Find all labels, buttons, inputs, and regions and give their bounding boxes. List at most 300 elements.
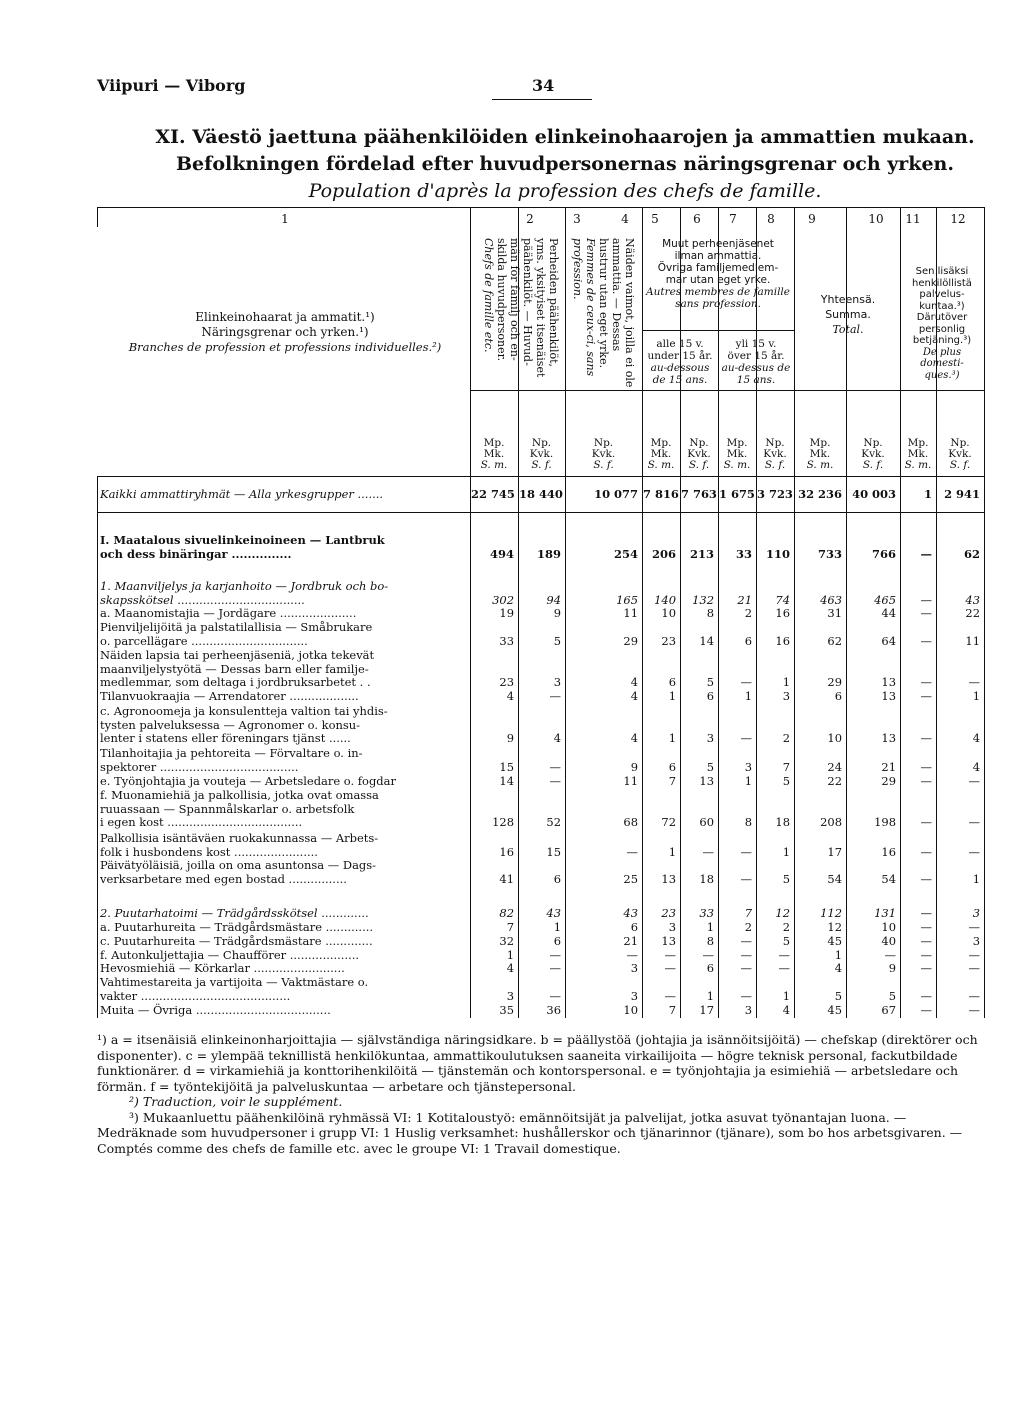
table-cell: 7 <box>744 906 752 920</box>
row-label <box>100 690 359 704</box>
table-cell: 2 <box>744 920 752 934</box>
unit-label <box>470 438 518 471</box>
row-label-line: i egen kost ..................................... <box>100 815 303 830</box>
table-cell: 11 <box>623 774 638 788</box>
header-col910-line: Total. <box>832 323 864 336</box>
table-cell: 23 <box>499 675 514 690</box>
table-cell: — <box>702 844 714 859</box>
header-col58-line: Övriga familjemedlem- <box>657 262 779 274</box>
table-cell: — <box>884 948 896 962</box>
header-col910-line: Yhteensä. <box>820 293 876 306</box>
table-cell: — <box>740 675 752 690</box>
table-cell: 64 <box>881 633 896 648</box>
unit-label-line: Kvk. <box>861 448 885 460</box>
table-cell: 4 <box>506 961 514 975</box>
unit-label-line: Kvk. <box>948 448 972 460</box>
table-cell: — <box>549 988 561 1003</box>
table-cell: 21 <box>881 759 896 774</box>
row-label <box>100 832 378 859</box>
row-label-line: I. Maatalous sivuelinkeinoineen — Lantbruk <box>100 533 385 547</box>
table-cell: 94 <box>546 592 561 607</box>
row-label-line: Muita — Övriga ..................................... <box>100 1003 331 1017</box>
unit-label-line: Np. <box>689 437 709 449</box>
row-label-line: maanviljelystyötä — Dessas barn eller familje- <box>100 661 369 676</box>
table-cell: 14 <box>699 633 714 648</box>
table-cell: — <box>968 844 980 859</box>
header-col1112-line: domesti- <box>920 358 964 369</box>
table-cell: — <box>920 633 932 648</box>
table-cell: 24 <box>827 759 842 774</box>
header-col1112-line: palvelus- <box>919 289 965 300</box>
header-col1112-line: personlig <box>918 323 966 335</box>
column-number: 8 <box>767 212 775 226</box>
header-col78-line: yli 15 v. <box>735 338 777 350</box>
row-label <box>100 976 368 1003</box>
header-col4 <box>571 238 636 387</box>
row-label-line: spektorer ...................................... <box>100 759 299 774</box>
title-french: Population d'après la profession des chefs de famille. <box>308 180 822 202</box>
table-cell: 11 <box>623 606 638 620</box>
table-cell: 33 <box>499 633 514 648</box>
unit-label <box>936 438 984 471</box>
table-cell: 15 <box>499 759 514 774</box>
footnote-3: ³) Mukaanluettu päähenkilöinä ryhmässä VI: 1 Kotitaloustyö: emännöitsijät ja palvelijat, jotka asuvat työnantajan luona. — Medräknade som huvudpersoner i grupp VI: 1 Huslig verksamhet: hushållerskor och tjänarinnor (tjänare), som bo hos arbetsgivaren. — Comptés comme des chefs de famille etc. avec le groupe VI: 1 Travail domestique. <box>97 1109 963 1156</box>
table-cell: 36 <box>546 1003 561 1017</box>
row-label <box>100 488 383 502</box>
table-cell: — <box>740 844 752 859</box>
table-cell: 22 <box>965 606 980 620</box>
header-col23-line: Chefs de famille etc. <box>482 238 495 353</box>
table-cell: 1 <box>744 774 752 788</box>
table-cell: — <box>702 948 714 962</box>
unit-label-line: Kvk. <box>591 448 616 460</box>
table-cell: 4 <box>630 689 638 703</box>
unit-label-line: S. f. <box>764 459 786 471</box>
table-cell: — <box>549 759 561 774</box>
table-cell: 9 <box>506 731 514 746</box>
table-cell: 7 816 <box>643 487 679 501</box>
row-label-line: folk i husbondens kost ....................... <box>100 844 318 859</box>
row-label-line: Hevosmiehiä — Körkarlar ......................... <box>100 961 345 975</box>
header-col23 <box>482 238 560 377</box>
table-cell: 23 <box>661 633 676 648</box>
table-cell: 45 <box>827 934 842 948</box>
header-col23-line: skilda huvudpersoner. <box>495 238 508 362</box>
table-cell: 72 <box>661 815 676 830</box>
table-cell: 9 <box>630 759 638 774</box>
table-cell: 19 <box>499 606 514 620</box>
table-cell: 6 <box>706 689 714 703</box>
row-label-line: c. Agronoomeja ja konsulentteja valtion tai yhdis- <box>100 704 388 718</box>
header-col58-line: ilman ammattia. <box>674 250 762 262</box>
unit-label <box>518 438 566 471</box>
table-cell: 10 <box>661 606 676 620</box>
table-cell: 12 <box>827 920 842 934</box>
table-cell: — <box>920 815 932 830</box>
table-cell: — <box>664 948 676 962</box>
table-cell: 110 <box>766 546 790 561</box>
table-cell: — <box>626 948 638 962</box>
row-label <box>100 935 373 949</box>
unit-label-line: S. f. <box>949 459 971 471</box>
table-cell: — <box>778 948 790 962</box>
table-cell: 82 <box>499 906 514 920</box>
column-number: 4 <box>621 212 629 226</box>
header-col1112-line: Därutöver <box>916 312 968 323</box>
unit-label-line: Mp. <box>483 437 505 449</box>
table-cell: 62 <box>827 633 842 648</box>
header-col1-fi: Elinkeinohaarat ja ammatit.¹) <box>195 310 375 324</box>
row-label-line: tysten palveluksessa — Agronomer o. konsu- <box>100 717 361 732</box>
row-label <box>100 705 388 746</box>
row-label-line: vakter ......................................... <box>100 988 291 1003</box>
header-col1112-line: henkilöllistä <box>912 277 972 289</box>
table-cell: 29 <box>623 633 638 648</box>
header-col58-line: Autres membres de famille <box>646 286 790 298</box>
table-cell: — <box>920 948 932 962</box>
unit-label-line: S. m. <box>723 459 751 471</box>
row-label-line: Näiden lapsia tai perheenjäseniä, jotka tekevät <box>100 648 375 662</box>
header-col1112-line: De plus <box>922 346 962 358</box>
table-cell: — <box>920 774 932 788</box>
table-cell: 16 <box>881 844 896 859</box>
table-cell: 8 <box>706 934 714 948</box>
unit-label-line: Mk. <box>650 448 672 460</box>
title-swedish: Befolkningen fördelad efter huvudpersonernas näringsgrenar och yrken. <box>176 153 954 175</box>
table-cell: 766 <box>872 546 896 561</box>
page-number: 34 <box>532 76 555 95</box>
row-label-line: lenter i statens eller föreningars tjänst ...... <box>100 731 351 746</box>
table-cell: 463 <box>820 592 842 607</box>
unit-label-line: S. f. <box>688 459 710 471</box>
table-cell: 4 <box>553 731 561 746</box>
table-cell: 6 <box>744 633 752 648</box>
table-cell: — <box>968 961 980 975</box>
row-label-line: a. Puutarhureita — Trädgårdsmästare ............. <box>100 920 374 934</box>
row-label-line: a. Maanomistajia — Jordägare ..................... <box>100 606 357 620</box>
table-cell: 62 <box>964 546 980 561</box>
header-col1112-line: betjäning.³) <box>912 335 972 346</box>
table-cell: 3 <box>630 961 638 975</box>
page-place: Viipuri — Viborg <box>97 76 246 95</box>
row-label-line: c. Puutarhureita — Trädgårdsmästare ............. <box>100 934 373 948</box>
table-cell: 1 <box>668 844 676 859</box>
table-cell: 3 <box>744 1003 752 1017</box>
table-cell: 1 <box>706 920 714 934</box>
row-label <box>100 859 376 886</box>
row-label <box>100 775 396 789</box>
table-cell: 6 <box>553 871 561 886</box>
table-cell: 40 003 <box>852 487 896 501</box>
title-finnish: XI. Väestö jaettuna päähenkilöiden elinkeinohaarojen ja ammattien mukaan. <box>155 126 975 148</box>
table-cell: 1 <box>553 920 561 934</box>
table-cell: 2 <box>782 920 790 934</box>
table-cell: — <box>740 934 752 948</box>
table-top-rule <box>97 207 984 208</box>
table-cell: 7 <box>668 1003 676 1017</box>
row-label <box>100 534 385 561</box>
row-label-line: skapsskötsel ................................... <box>100 592 305 607</box>
table-cell: 13 <box>881 675 896 690</box>
table-cell: 254 <box>614 546 638 561</box>
table-cell: 40 <box>881 934 896 948</box>
table-cell: 22 745 <box>471 487 515 501</box>
table-cell: 29 <box>827 675 842 690</box>
table-cell: 465 <box>874 592 896 607</box>
row-label-line: Tilanhoitajia ja pehtoreita — Förvaltare o. in- <box>100 746 363 760</box>
header-col1-fr: Branches de profession et professions individuelles.²) <box>128 340 442 354</box>
table-cell: 3 <box>972 906 980 920</box>
table-cell: 6 <box>553 934 561 948</box>
table-cell: 5 <box>834 988 842 1003</box>
table-cell: 213 <box>690 546 714 561</box>
header-col1 <box>120 310 450 355</box>
header-col4-line: ammattia. — Dessas <box>610 238 623 352</box>
footnote-2: ²) Traduction, voir le supplément. <box>129 1094 343 1109</box>
unit-label <box>751 438 799 471</box>
table-cell: 4 <box>506 689 514 703</box>
table-cell: 1 <box>972 689 980 703</box>
header-col78-line: au-dessus de <box>721 362 791 374</box>
table-cell: 4 <box>972 759 980 774</box>
table-cell: 52 <box>546 815 561 830</box>
table-cell: 198 <box>874 815 896 830</box>
table-cell: 7 <box>668 774 676 788</box>
header-col58-line: sans profession. <box>675 298 761 310</box>
table-cell: 3 <box>630 988 638 1003</box>
header-bottom-rule <box>97 476 984 477</box>
unit-label-line: Kvk. <box>687 448 711 460</box>
table-cell: — <box>626 844 638 859</box>
row-label-line: Kaikki ammattiryhmät — Alla yrkesgrupper ....... <box>100 487 384 501</box>
table-cell: 7 <box>782 759 790 774</box>
row-label <box>100 580 388 607</box>
table-cell: 1 <box>506 948 514 962</box>
header-col56-line: de 15 ans. <box>652 374 708 386</box>
table-cell: 12 <box>775 906 790 920</box>
table-cell: 2 <box>782 731 790 746</box>
column-number: 9 <box>808 212 816 226</box>
table-cell: 2 <box>744 606 752 620</box>
unit-label-line: Mk. <box>907 448 929 460</box>
table-cell: — <box>740 871 752 886</box>
table-cell: 6 <box>834 689 842 703</box>
unit-label-line: Np. <box>593 437 614 449</box>
header-col58-line: Muut perheenjäsenet <box>662 238 774 250</box>
table-cell: — <box>740 961 752 975</box>
table-cell: 131 <box>874 906 896 920</box>
table-cell: 7 <box>506 920 514 934</box>
header-col56-line: under 15 år. <box>647 350 713 362</box>
table-cell: 16 <box>499 844 514 859</box>
row-label-line: f. Muonamiehiä ja palkollisia, jotka ovat omassa <box>100 788 379 802</box>
unit-label <box>580 438 628 471</box>
table-cell: 4 <box>630 675 638 690</box>
table-cell: 9 <box>888 961 896 975</box>
table-cell: 8 <box>744 815 752 830</box>
row-label-line: medlemmar, som deltaga i jordbruksarbetet . . <box>100 675 371 690</box>
table-cell: — <box>968 675 980 690</box>
row-label <box>100 907 369 921</box>
row-label <box>100 747 363 774</box>
table-cell: — <box>740 988 752 1003</box>
table-cell: 112 <box>820 906 842 920</box>
table-cell: — <box>549 961 561 975</box>
table-cell: — <box>664 988 676 1003</box>
table-cell: 32 <box>499 934 514 948</box>
unit-label-line: S. f. <box>531 459 552 471</box>
unit-label <box>796 438 844 471</box>
header-col23-line: män för familj och en- <box>508 238 521 361</box>
table-cell: 3 <box>553 675 561 690</box>
unit-label-line: S. m. <box>904 459 932 471</box>
table-cell: 4 <box>630 731 638 746</box>
table-cell: 25 <box>623 871 638 886</box>
table-cell: 5 <box>553 633 561 648</box>
table-cell: 10 <box>881 920 896 934</box>
unit-label-line: Mp. <box>809 437 831 449</box>
unit-label-line: S. f. <box>862 459 884 471</box>
header-col78-line: över 15 år. <box>727 350 785 362</box>
table-cell: — <box>920 871 932 886</box>
header-col910-line: Summa. <box>825 308 871 321</box>
table-cell: 5 <box>706 759 714 774</box>
table-cell: 3 <box>706 731 714 746</box>
header-col23-line: yms. yksityiset itsenäiset <box>534 238 547 378</box>
table-cell: 4 <box>834 961 842 975</box>
table-cell: 11 <box>965 633 980 648</box>
table-cell: 132 <box>692 592 714 607</box>
header-col4-line: Näiden vaimot, joilla ei ole <box>623 238 636 388</box>
column-number: 11 <box>905 212 921 226</box>
table-cell: 189 <box>537 546 561 561</box>
table-cell: 1 <box>744 689 752 703</box>
table-cell: 10 077 <box>594 487 638 501</box>
row-label-line: Tilanvuokraajia — Arrendatorer ................... <box>100 689 359 703</box>
table-cell: 3 <box>782 689 790 703</box>
column-number: 12 <box>950 212 966 226</box>
table-cell: 1 <box>706 988 714 1003</box>
column-divider <box>984 207 985 1018</box>
table-cell: 1 <box>782 844 790 859</box>
table-cell: 13 <box>881 689 896 703</box>
table-cell: — <box>920 844 932 859</box>
table-cell: 165 <box>616 592 638 607</box>
unit-label-line: Kvk. <box>763 448 787 460</box>
row-label <box>100 962 345 976</box>
table-cell: — <box>920 1003 932 1017</box>
table-cell: 140 <box>654 592 676 607</box>
unit-label <box>894 438 942 471</box>
column-number: 7 <box>729 212 737 226</box>
table-cell: 60 <box>699 815 714 830</box>
table-cell: 16 <box>775 606 790 620</box>
table-cell: 13 <box>699 774 714 788</box>
table-cell: 128 <box>492 815 514 830</box>
table-cell: 1 <box>668 731 676 746</box>
row-label-line: 2. Puutarhatoimi — Trädgårdsskötsel ............. <box>100 906 369 920</box>
table-cell: — <box>920 592 932 607</box>
table-cell: — <box>920 906 932 920</box>
table-cell: 3 <box>744 759 752 774</box>
table-cell: 13 <box>661 871 676 886</box>
table-cell: — <box>920 988 932 1003</box>
header-col78-line: 15 ans. <box>736 374 776 386</box>
table-cell: 68 <box>623 815 638 830</box>
unit-label-line: S. m. <box>647 459 675 471</box>
table-cell: — <box>968 948 980 962</box>
table-cell: 6 <box>706 961 714 975</box>
column-number: 5 <box>651 212 659 226</box>
table-cell: — <box>920 961 932 975</box>
header-col910 <box>796 292 900 337</box>
table-cell: — <box>549 774 561 788</box>
header-col56 <box>642 338 718 386</box>
table-cell: 54 <box>827 871 842 886</box>
table-cell: 4 <box>972 731 980 746</box>
table-cell: 17 <box>699 1003 714 1017</box>
label-column-divider <box>97 476 98 1018</box>
row-label <box>100 1004 331 1018</box>
unit-label-line: Mk. <box>726 448 748 460</box>
row-label-line: Päivätyöläisiä, joilla on oma asuntonsa — Dags- <box>100 858 377 872</box>
column-number: 2 <box>526 212 534 226</box>
table-cell: — <box>778 961 790 975</box>
total-row-rule <box>97 512 984 513</box>
row-label-line: o. parcellägare ................................ <box>100 633 308 648</box>
table-cell: — <box>549 689 561 703</box>
table-cell: 5 <box>888 988 896 1003</box>
table-cell: 1 675 <box>719 487 755 501</box>
table-cell: — <box>968 988 980 1003</box>
table-cell: 67 <box>881 1003 896 1017</box>
unit-label-line: Mp. <box>726 437 748 449</box>
table-cell: — <box>664 961 676 975</box>
header-col1112-line: ques.³) <box>924 369 960 381</box>
unit-label-line: Mk. <box>809 448 831 460</box>
unit-label-line: S. f. <box>593 459 614 471</box>
table-cell: 9 <box>553 606 561 620</box>
row-label-line: 1. Maanviljelys ja karjanhoito — Jordbruk och bo- <box>100 579 389 593</box>
table-cell: — <box>920 675 932 690</box>
table-cell: 43 <box>546 906 561 920</box>
table-cell: 15 <box>546 844 561 859</box>
table-cell: — <box>920 689 932 703</box>
footnote-1: ¹) a = itsenäisiä elinkeinonharjoittajia — självständiga näringsidkare. b = päällystöä (johtajia ja isännöitsijöitä) — chefskap (direktörer och disponenter). c = ylempää teknillistä henkilökuntaa, ammattikoulutuksen saaneita virkailijoita — högre teknisk personal, fackutbildade funktionärer. d = virkamiehiä ja konttorihenkilöitä — tjänstemän och kontorspersonal. e = työnjohtajia ja esimiehiä — arbetsledare och förmän. f = työntekijöitä ja palveluskuntaa — arbetare och tjänstepersonal. <box>97 1032 978 1094</box>
row-label <box>100 621 372 648</box>
header-mid-rule <box>470 390 984 391</box>
unit-label-line: S. m. <box>806 459 834 471</box>
table-cell: 206 <box>652 546 676 561</box>
unit-label-line: Mp. <box>907 437 929 449</box>
page-number-rule <box>492 99 592 100</box>
unit-label-line: Np. <box>863 437 883 449</box>
table-cell: 302 <box>492 592 514 607</box>
table-cell: 41 <box>499 871 514 886</box>
row-label-line: Vahtimestareita ja vartijoita — Vaktmästare o. <box>100 975 369 989</box>
header-col1112-line: kuntaa.³) <box>919 300 965 312</box>
table-cell: 13 <box>881 731 896 746</box>
table-cell: 17 <box>827 844 842 859</box>
table-cell: 74 <box>775 592 790 607</box>
unit-label-line: Mp. <box>650 437 672 449</box>
table-cell: 494 <box>490 546 514 561</box>
table-cell: — <box>920 934 932 948</box>
table-cell: 5 <box>706 675 714 690</box>
header-col56-line: au-dessous <box>650 362 710 374</box>
table-cell: — <box>920 606 932 620</box>
table-cell: — <box>968 815 980 830</box>
